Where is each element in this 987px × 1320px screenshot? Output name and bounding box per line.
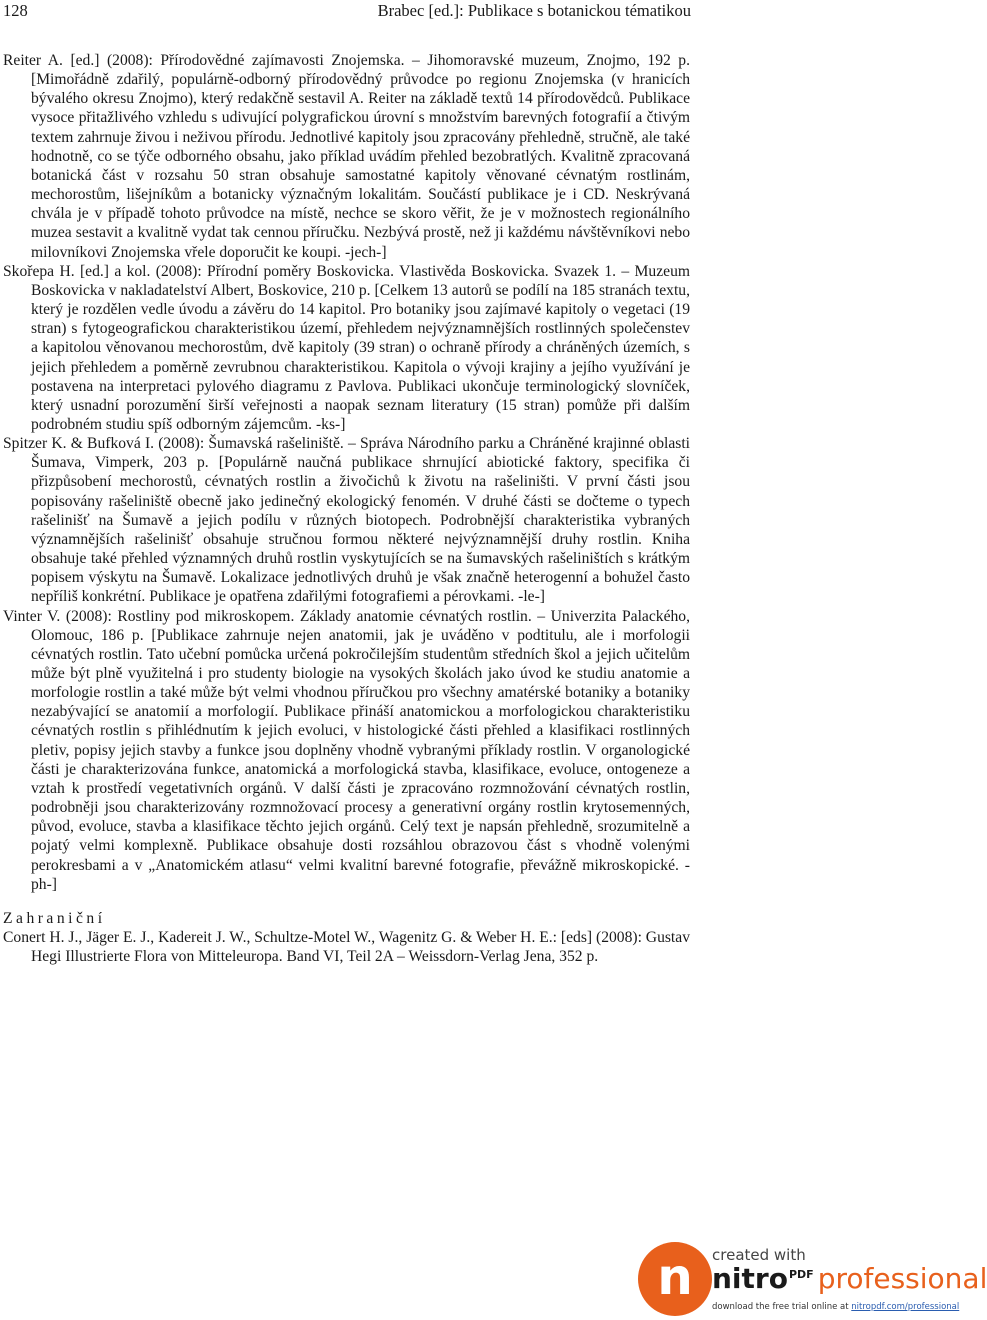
watermark-download-link[interactable]: nitropdf.com/professional bbox=[851, 1302, 960, 1312]
page-header bbox=[3, 0, 691, 24]
nitro-pdf-watermark bbox=[638, 1236, 987, 1320]
page-number: 128 bbox=[3, 1, 28, 20]
watermark-brand-word: nitro bbox=[712, 1262, 788, 1295]
watermark-download-line bbox=[712, 1302, 959, 1312]
section-title-foreign: Zahraniční bbox=[3, 909, 106, 927]
bibliography-content bbox=[3, 51, 690, 966]
watermark-brand-suffix: professional bbox=[817, 1262, 987, 1295]
watermark-brand-superscript: PDF bbox=[788, 1267, 814, 1281]
running-title: Brabec [ed.]: Publikace s botanickou tématikou bbox=[377, 1, 691, 20]
watermark-brand bbox=[712, 1262, 987, 1295]
bibliography-entry-conert: Conert H. J., Jäger E. J., Kadereit J. W., Schultze-Motel W., Wagenitz G. & Weber H. E.: [eds] (2008): Gustav Hegi Illustrierte Flora von Mitteleuropa. Band VI, Teil 2A – Weissdorn-Verlag Jena, 352 p. bbox=[3, 929, 690, 966]
watermark-created-with: created with bbox=[712, 1246, 806, 1264]
bibliography-entry-vinter: Vinter V. (2008): Rostliny pod mikroskopem. Základy anatomie cévnatých rostlin. – Univerzita Palackého, Olomouc, 186 p. [Publikace zahrnuje nejen anatomii, jak je uváděno v podtitulu, ale i morfologii cévnatých rostlin. Tato učební pomůcka určená pokročilejším studentům středních škol a jejich učitelům může být plně využitelná i pro studenty biologie na vysokých školách jako úvod ke studiu anatomie a morfologie rostlin a také může být velmi vhodnou příručkou pro všechny amatérské botaniky a botaniky nezabývající se anatomií a morfologií. Publikace přináší anatomickou a morfologickou charakteristiku cévnatých rostlin s přihlédnutím k jejich evoluci, v histologické části přehled a klasifikaci rostlinných pletiv, popisy jejich stavby a funkce jsou doplněny vhodně vybranými příklady rostlin. V organologické části je charakterizována funkce, anatomická a morfologická stavba, klasifikace, evoluce, ontogeneze a vztah k prostředí vegetativních orgánů. V další části je zpracováno rozmnožování cévnatých rostlin, podrobněji jsou charakterizovány rozmnožovací procesy a generativní orgány rostlin krytosemenných, původ, evoluce, stavba a klasifikace těchto jejich orgánů. Celý text je napsán přehledně, srozumitelně a pojatý velmi komplexně. Publikace obsahuje dosti rozsáhlou obrazovou část s vhodně volenými perokresbami a v „Anatomickém atlasu“ velmi kvalitní barevné fotografie, převážně mikroskopické. -ph-] bbox=[3, 607, 690, 893]
bibliography-entry-spitzer: Spitzer K. & Bufková I. (2008): Šumavská rašeliniště. – Správa Národního parku a Chráněné krajinné oblasti Šumava, Vimperk, 203 p. [Populárně naučná publikace shrnující abiotické faktory, specifika či přizpůsobení mechorostů, cévnatých rostlin a živočichů k životu na rašeliništi. V první části jsou popisovány rašeliniště obecně jako jedinečný ekologický fenomén. V druhé části se dočteme o typech rašelinišť na Šumavě a jejich podílu v různých biotopech. Podrobnější charakteristika vybraných významnějších rašelinišť obsahuje stručnou formou některé nejvýznamnější druhy rostlin. Kniha obsahuje také přehled významných druhů rostlin vyskytujících se na šumavských rašeliništích s krátkým popisem výskytu na Šumavě. Lokalizace jednotlivých druhů je však značně heterogenní a bohužel často nepříliš konkrétní. Publikace je opatřena zdařilými fotografiemi a pérovkami. -le-] bbox=[3, 435, 690, 606]
bibliography-entry-reiter: Reiter A. [ed.] (2008): Přírodovědné zajímavosti Znojemska. – Jihomoravské muzeum, Znojmo, 192 p. [Mimořádně zdařilý, populárně-odborný přírodovědný průvodce po regionu Znojemska (v hranicích bývalého okresu Znojmo), který redakčně sestavil A. Reiter na základě textů 14 přírodovědců. Publikace vysoce přitažlivého vzhledu s udivující polygrafickou úrovní s množstvím barevných fotografií a čtivým textem zahrnuje živou i neživou přírodu. Jednotlivé kapitoly jsou zpracovány přehledně, stručně, ale také hodnotně, co se týče odborného obsahu, jako příklad uvádím přehled bezobratlých. Kvalitně zpracovaná botanická část v rozsahu 50 stran obsahuje samostatné kapitoly věnované cévnatým rostlinám, mechorostům, lišejníkům a botanicky význačným lokalitám. Součástí publikace je i CD. Neskrývaná chvála je v případě tohoto průvodce na místě, nechce se skoro věřit, že je v možnostech regionálního muzea sestavit a kvalitně vydat tak cennou příručku. Nezbývá prostě, než ji každému návštěvníkovi nebo milovníkovi Znojemska vřele doporučit ke koupi. -jech-] bbox=[3, 52, 690, 261]
nitro-logo-letter: n bbox=[657, 1248, 693, 1306]
watermark-download-text: download the free trial online at bbox=[712, 1302, 849, 1312]
nitro-logo-icon bbox=[638, 1242, 712, 1316]
bibliography-entry-skorepa: Skořepa H. [ed.] a kol. (2008): Přírodní poměry Boskovicka. Vlastivěda Boskovicka. Svazek 1. – Muzeum Boskovicka v nakladatelství Albert, Boskovice, 210 p. [Celkem 13 autorů se podílí na 185 stranách textu, který je rozdělen vedle úvodu a závěru do 14 kapitol. Pro botaniky jsou zajímavé kapitoly o vegetaci (19 stran) s fytogeografickou charakteristikou území, přehledem nejvýznamnějších rostlinných společenstev a kapitolou věnovanou mechorostům, dvě kapitoly (39 stran) o ochraně přírody a chráněných územích, s jejich přehledem a poměrně zevrubnou charakteristikou. Kapitola o vývoji krajiny a jejího využívání je postavena na interpretaci pylového diagramu z Pavlova. Publikaci ukončuje terminologický slovníček, který usnadní porozumění širší veřejnosti a naopak seznam literatury (15 stran) pomůže při dalším podrobném studiu spíš odborným zájemcům. -ks-] bbox=[3, 262, 690, 433]
